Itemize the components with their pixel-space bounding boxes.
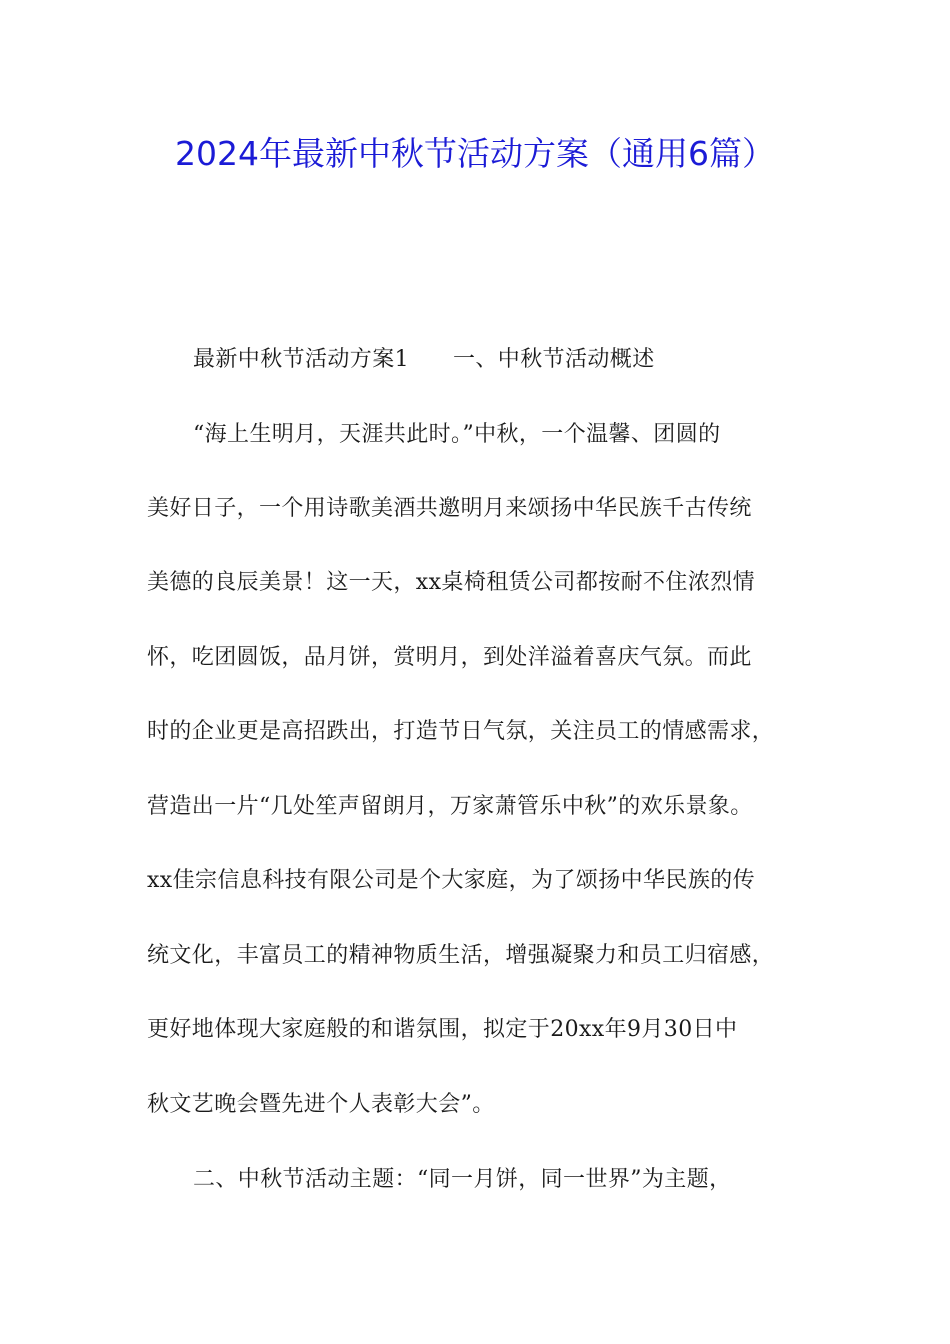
paragraph-line: 时的企业更是高招跌出，打造节日气氛，关注员工的情感需求， xyxy=(147,719,775,744)
paragraph-line: 美好日子，一个用诗歌美酒共邀明月来颂扬中华民族千古传统 xyxy=(147,496,752,521)
paragraph-line: 美德的良辰美景！这一天，xx桌椅租赁公司都按耐不住浓烈情 xyxy=(147,570,756,595)
section-heading-line xyxy=(193,344,873,376)
paragraph-line: xx佳宗信息科技有限公司是个大家庭，为了颂扬中华民族的传 xyxy=(147,868,756,893)
paragraph-line: “海上生明月，天涯共此时。”中秋，一个温馨、团圆的 xyxy=(193,422,721,447)
paragraph-line: 营造出一片“几处笙声留朗月，万家萧管乐中秋”的欢乐景象。 xyxy=(147,794,753,819)
document-title: 2024年最新中秋节活动方案（通用6篇） xyxy=(175,134,775,173)
paragraph-line: 二、中秋节活动主题：“同一月饼，同一世界”为主题， xyxy=(193,1167,732,1192)
plan-heading: 最新中秋节活动方案1 xyxy=(193,347,409,372)
paragraph-line: 更好地体现大家庭般的和谐氛围，拟定于20xx年9月30日中 xyxy=(147,1017,738,1042)
paragraph-line: 统文化，丰富员工的精神物质生活，增强凝聚力和员工归宿感， xyxy=(147,943,775,968)
paragraph-line: 怀，吃团圆饭，品月饼，赏明月，到处洋溢着喜庆气氛。而此 xyxy=(147,645,752,670)
section-heading: 一、中秋节活动概述 xyxy=(453,347,655,372)
paragraph-line: 秋文艺晚会暨先进个人表彰大会”。 xyxy=(147,1092,495,1117)
